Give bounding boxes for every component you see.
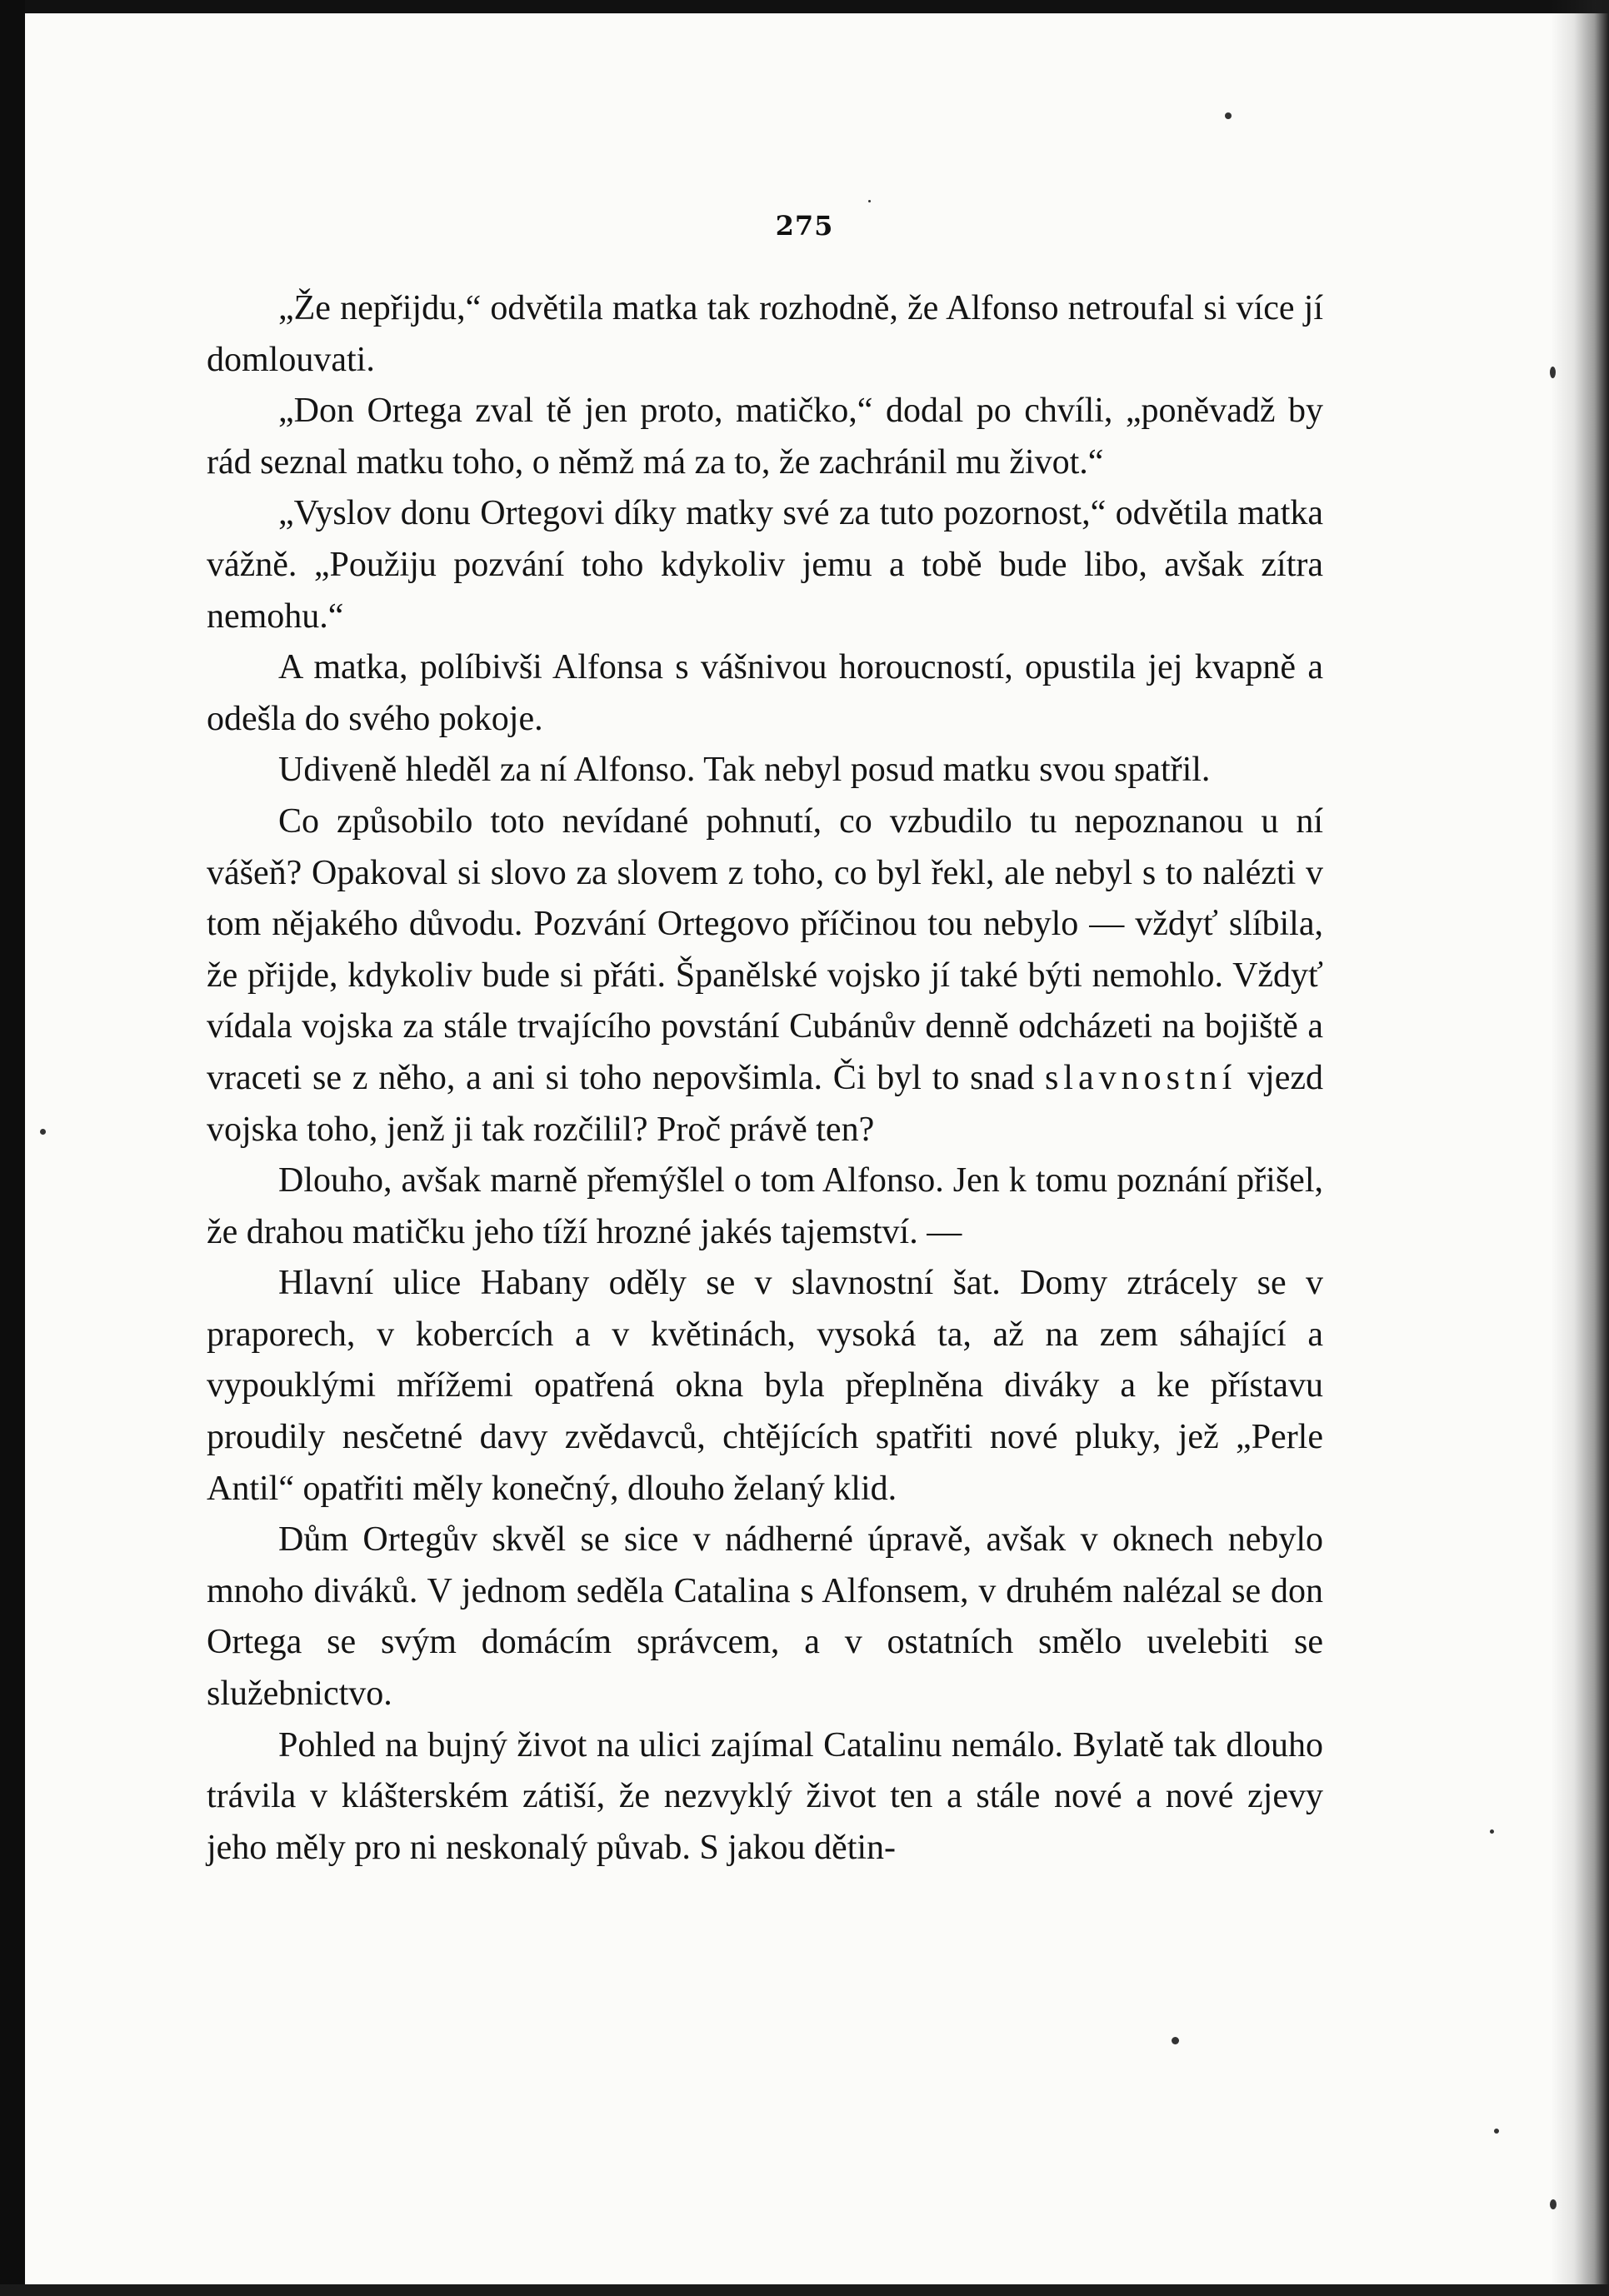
paragraph-text: vjezd vojska toho, jenž ji tak rozčilil? Proč právě ten? (207, 1058, 1324, 1149)
scan-border-bottom (0, 2284, 1609, 2296)
paragraph: „Že nepřijdu,“ odvětila matka tak rozhodně, že Alfonso netroufal si více jí domlouvati. (207, 289, 1323, 379)
paragraph: Dlouho, avšak marně přemýšlel o tom Alfonso. Jen k tomu poznání přišel, že drahou matičku jeho tíží hrozné jakés tajemství. — (207, 1161, 1323, 1251)
paragraph: Hlavní ulice Habany oděly se v slavnostní šat. Domy ztrácely se v praporech, v kobercích a v květinách, vysoká ta, až na zem sáhající a vypouklými mřížemi opatřená okna byla přeplněna diváky a ke přístavu proudily nesčetné davy zvědavců, chtějících spatřiti nové pluky, jež „Perle Antil“ opatřiti měly konečný, dlouho želaný klid. (207, 1264, 1323, 1508)
paragraph: „Don Ortega zval tě jen proto, matičko,“ dodal po chvíli, „poněvadž by rád seznal matku toho, o němž má za to, že zachránil mu život.“ (207, 392, 1323, 482)
paragraph: A matka, políbivši Alfonsa s vášnivou horoucností, opustila jej kvapně a odešla do svého pokoje. (207, 648, 1323, 738)
scan-speck (1550, 367, 1556, 378)
scan-border-top (0, 0, 1609, 13)
emphasized-word: slavnostní (1044, 1058, 1237, 1097)
scan-border-left (0, 0, 25, 2296)
scan-speck (40, 1129, 46, 1135)
page-number: 275 (775, 210, 834, 242)
scan-speck (1494, 2129, 1499, 2134)
paragraph (207, 796, 1323, 1155)
paragraph-text: Co způsobilo toto nevídané pohnutí, co vzbudilo tu nepoznanou u ní vášeň? Opakoval si slovo za slovem z toho, co byl řekl, ale nebyl s to nalézti v tom nějakého důvodu. Pozvání Ortegovo příčinou tou nebylo — vždyť slíbila, že přijde, kdykoliv bude si přáti. Španělské vojsko jí také býti nemohlo. Vždyť vídala vojska za stále trvajícího povstání Cubánův denně odcházeti na bojiště a vraceti se z něho, a ani si toho nepovšimla. Či byl to snad (207, 801, 1323, 1097)
scan-speck (1490, 1829, 1494, 1834)
paragraph: Dům Ortegův skvěl se sice v nádherné úpravě, avšak v oknech nebylo mnoho diváků. V jednom seděla Catalina s Alfonsem, v druhém nalézal se don Ortega se svým domácím správcem, a v ostatních smělo uvelebiti se služebnictvo. (207, 1520, 1323, 1714)
scan-speck (1225, 112, 1232, 119)
paragraph: „Vyslov donu Ortegovi díky matky své za tuto pozornost,“ odvětila matka vážně. „Použiju pozvání toho kdykoliv jemu a tobě bude libo, avšak zítra nemohu.“ (207, 494, 1323, 636)
scan-speck (1550, 2199, 1557, 2209)
scan-speck (868, 200, 871, 202)
paragraph: Udiveně hleděl za ní Alfonso. Tak nebyl posud matku svou spatřil. (278, 751, 1211, 790)
body-text (207, 283, 1323, 1874)
paragraph: Pohled na bujný život na ulici zajímal Catalinu nemálo. Bylatě tak dlouho trávila v klášterském zátiší, že nezvyklý život ten a stále nové a nové zjevy jeho měly pro ni neskonalý půvab. S jakou dětin- (207, 1725, 1323, 1867)
scan-border-right (1551, 0, 1609, 2296)
scan-speck (1172, 2037, 1179, 2044)
